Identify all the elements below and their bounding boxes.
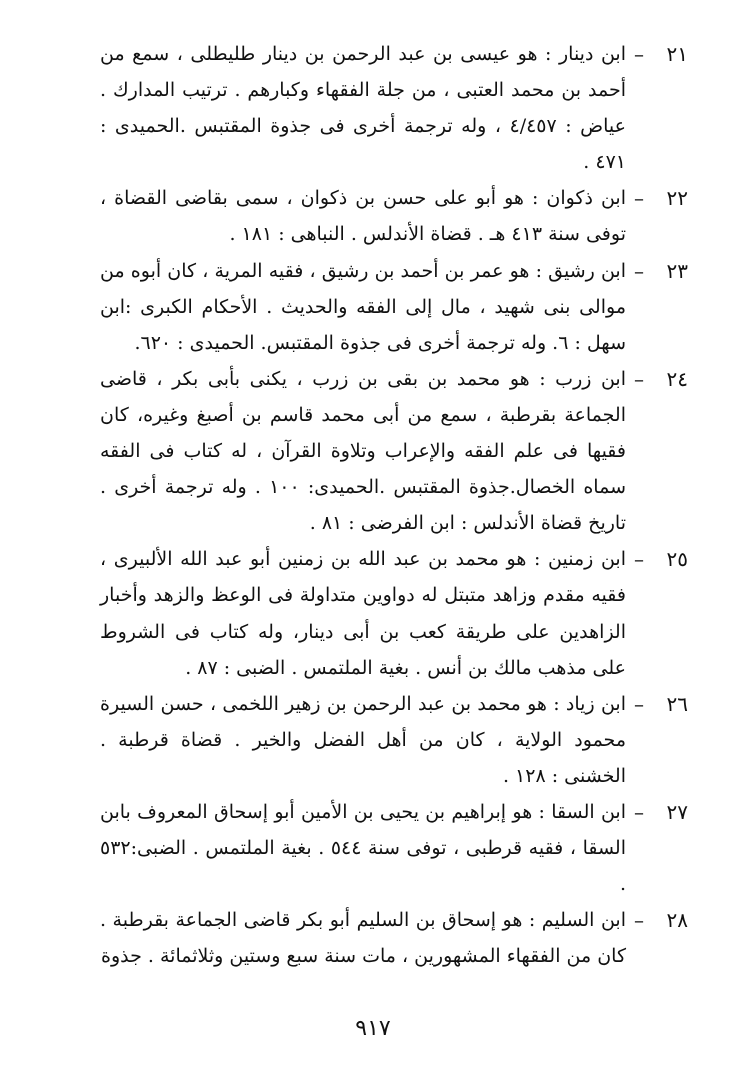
entry-number: ٢٧	[666, 799, 688, 824]
entry-text: ابن رشيق : هو عمر بن أحمد بن رشيق ، فقيه المرية ، كان أبوه من موالى بنى شهيد ، مال إلى الفقه والحديث . الأحكام الكبرى :ابن سهل : ٦. وله ترجمة أخرى فى جذوة المقتبس. الحميدى : ٦٢٠.	[100, 259, 626, 354]
entry-dash: –	[634, 258, 644, 283]
entry-text: ابن ذكوان : هو أبو على حسن بن ذكوان ، سمى بقاضى القضاة ، توفى سنة ٤١٣ هـ . قضاة الأندلس . النباهى : ١٨١ .	[100, 187, 626, 246]
entry-dash: –	[634, 799, 644, 824]
entry-dash: –	[634, 547, 644, 572]
entry-number: ٢٦	[666, 691, 688, 716]
footnote-entry-25	[100, 541, 688, 685]
entry-dash: –	[634, 42, 644, 66]
footnote-entry-28	[100, 902, 688, 974]
entry-dash: –	[634, 908, 644, 933]
footnote-entry-24	[100, 361, 688, 541]
entry-number: ٢٢	[666, 186, 688, 211]
footnotes-list	[100, 36, 688, 974]
footnote-entry-21	[100, 36, 688, 180]
footnote-entry-26	[100, 686, 688, 794]
entry-text: ابن السليم : هو إسحاق بن السليم أبو بكر قاضى الجماعة بقرطبة . كان من الفقهاء المشهورين ، مات سنة سبع وستين وثلاثمائة . جذوة	[100, 909, 626, 968]
entry-text: ابن زمنين : هو محمد بن عبد الله بن زمنين أبو عبد الله الألبيرى ، فقيه مقدم وزاهد متبتل له دواوين متداولة فى الوعظ والزهد وأخبار الزاهدين على طريقة كعب بن أبى دينار، وله كتاب فى الشروط على مذهب مالك بن أنس . بغية الملتمس . الضبى : ٨٧ .	[100, 548, 626, 679]
entry-text: ابن دينار : هو عيسى بن عبد الرحمن بن دينار طليطلى ، سمع من أحمد بن محمد العتبى ، من جلة الفقهاء وكبارهم . ترتيب المدارك . عياض : ٤/٤٥٧ ، وله ترجمة أخرى فى جذوة المقتبس .الحميدى : ٤٧١ .	[100, 43, 626, 174]
footnote-entry-22	[100, 180, 688, 252]
entry-dash: –	[634, 366, 644, 391]
entry-text: ابن زرب : هو محمد بن بقى بن زرب ، يكنى بأبى بكر ، قاضى الجماعة بقرطبة ، سمع من أبى محمد قاسم بن أصبغ وغيره، كان فقيها فى علم الفقه والإعراب وتلاوة القرآن ، له كتاب فى الفقه سماه الخصال.جذوة المقتبس .الحميدى: ١٠٠ . وله ترجمة أخرى . تاريخ قضاة الأندلس : ابن الفرضى : ٨١ .	[100, 367, 626, 535]
entry-number: ٢٨	[666, 908, 688, 933]
entry-number: ٢٥	[666, 547, 688, 572]
entry-number: ٢٣	[666, 258, 688, 283]
page-number: ٩١٧	[355, 1016, 391, 1041]
footnote-entry-23	[100, 253, 688, 361]
entry-text: ابن السقا : هو إبراهيم بن يحيى بن الأمين أبو إسحاق المعروف بابن السقا ، فقيه قرطبى ، توفى سنة ٥٤٤ . بغية الملتمس . الضبى:٥٣٢ .	[100, 800, 626, 896]
footnote-entry-27	[100, 794, 688, 902]
entry-number: ٢١	[666, 42, 688, 66]
entry-text: ابن زياد : هو محمد بن عبد الرحمن بن زهير اللخمى ، حسن السيرة محمود الولاية ، كان من أهل الفضل والخير . قضاة قرطبة . الخشنى : ١٢٨ .	[100, 692, 626, 787]
entry-dash: –	[634, 186, 644, 211]
entry-number: ٢٤	[666, 366, 688, 391]
entry-dash: –	[634, 691, 644, 716]
